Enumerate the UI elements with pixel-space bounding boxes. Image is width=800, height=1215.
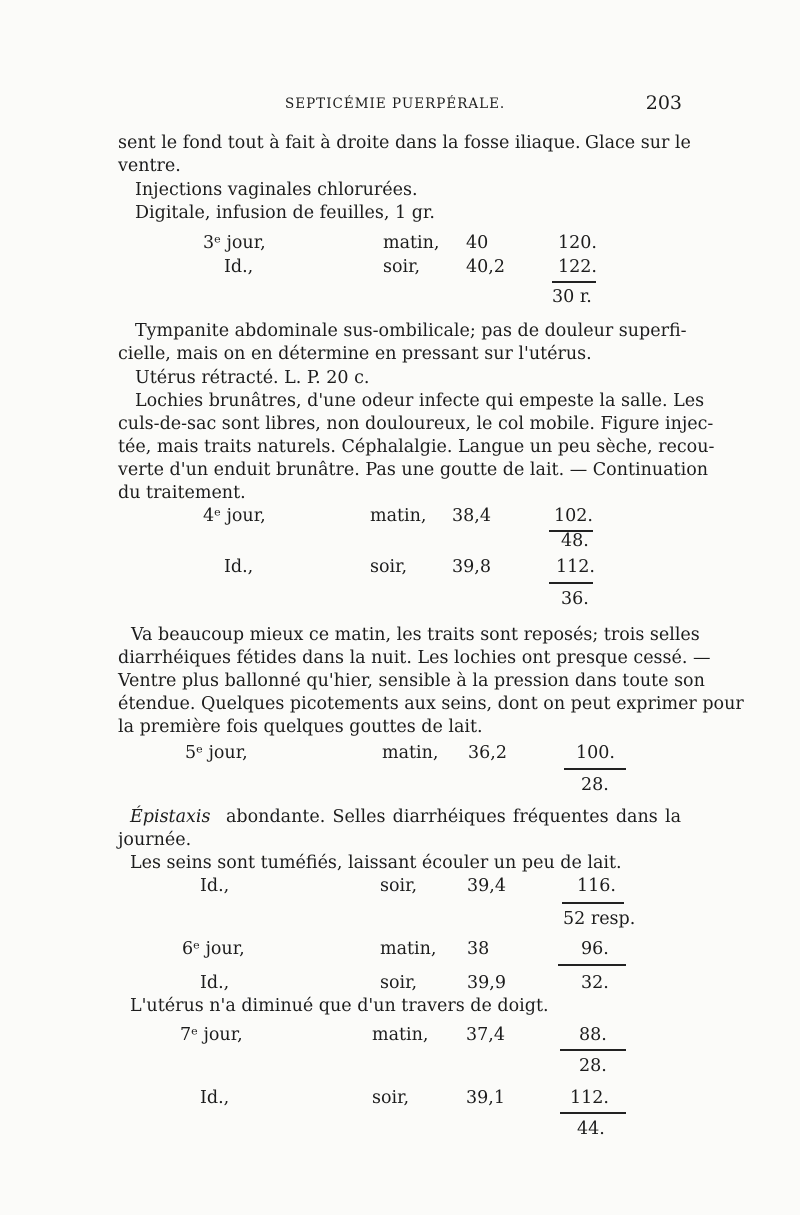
text-line: la première fois quelques gouttes de lait. bbox=[118, 717, 483, 737]
obs-temp: 39,9 bbox=[467, 973, 506, 993]
obs-day: 3ᵉ jour, bbox=[203, 233, 266, 253]
obs-day: 4ᵉ jour, bbox=[203, 506, 266, 526]
text-line: du traitement. bbox=[118, 483, 246, 503]
sum-rule bbox=[564, 768, 626, 770]
text-line: diarrhéiques fétides dans la nuit. Les lochies ont presque cessé. — bbox=[118, 648, 711, 668]
obs-pulse: 112. bbox=[556, 557, 595, 577]
obs-pulse: 88. bbox=[579, 1025, 607, 1045]
text-line: Va beaucoup mieux ce matin, les traits sont reposés; trois selles bbox=[131, 625, 700, 645]
text-line: Glace sur le bbox=[585, 133, 691, 153]
obs-temp: 39,1 bbox=[466, 1088, 505, 1108]
obs-day: Id., bbox=[200, 1088, 230, 1108]
sum-rule bbox=[560, 1112, 626, 1114]
obs-pulse: 112. bbox=[570, 1088, 609, 1108]
obs-temp: 40 bbox=[466, 233, 489, 253]
sum-rule bbox=[560, 1049, 626, 1051]
obs-day: Id., bbox=[224, 257, 254, 277]
text-line: Digitale, infusion de feuilles, 1 gr. bbox=[135, 203, 435, 223]
text-line: étendue. Quelques picotements aux seins, dont on peut exprimer pour bbox=[118, 694, 744, 714]
text-line: journée. bbox=[118, 830, 192, 850]
obs-resp: 28. bbox=[579, 1056, 607, 1076]
obs-day: 6ᵉ jour, bbox=[182, 939, 245, 959]
text-line: Tympanite abdominale sus-ombilicale; pas de douleur superfi- bbox=[135, 321, 687, 341]
text-line: Les seins sont tuméfiés, laissant écouler un peu de lait. bbox=[130, 853, 622, 873]
obs-resp: 48. bbox=[561, 531, 589, 551]
obs-time: matin, bbox=[383, 233, 440, 253]
obs-time: soir, bbox=[380, 876, 418, 896]
obs-pulse: 116. bbox=[577, 876, 616, 896]
obs-time: matin, bbox=[380, 939, 437, 959]
obs-time: matin, bbox=[370, 506, 427, 526]
emphasis-word: Épistaxis bbox=[130, 807, 211, 827]
text-line: ventre. bbox=[118, 156, 181, 176]
obs-time: soir, bbox=[372, 1088, 410, 1108]
obs-pulse: 102. bbox=[554, 506, 593, 526]
obs-pulse: 32. bbox=[581, 973, 609, 993]
text-line: verte d'un enduit brunâtre. Pas une goutte de lait. — Continuation bbox=[118, 460, 709, 480]
obs-day: Id., bbox=[224, 557, 254, 577]
obs-temp: 39,8 bbox=[452, 557, 491, 577]
obs-time: soir, bbox=[383, 257, 421, 277]
obs-pulse: 100. bbox=[576, 743, 615, 763]
obs-time: matin, bbox=[372, 1025, 429, 1045]
sum-rule bbox=[552, 281, 596, 283]
obs-temp: 38 bbox=[467, 939, 490, 959]
running-head: SEPTICÉMIE PUERPÉRALE. bbox=[285, 96, 506, 112]
obs-temp: 37,4 bbox=[466, 1025, 505, 1045]
obs-day: 5ᵉ jour, bbox=[185, 743, 248, 763]
obs-time: soir, bbox=[370, 557, 408, 577]
obs-pulse: 96. bbox=[581, 939, 609, 959]
sum-rule bbox=[549, 582, 593, 584]
obs-temp: 40,2 bbox=[466, 257, 505, 277]
obs-day: 7ᵉ jour, bbox=[180, 1025, 243, 1045]
text-line: Lochies brunâtres, d'une odeur infecte qui empeste la salle. Les bbox=[135, 391, 705, 411]
text-line: Utérus rétracté. L. P. 20 c. bbox=[135, 368, 370, 388]
obs-pulse: 122. bbox=[558, 257, 597, 277]
text-line: L'utérus n'a diminué que d'un travers de doigt. bbox=[130, 996, 549, 1016]
obs-pulse: 120. bbox=[558, 233, 597, 253]
text-line: sent le fond tout à fait à droite dans la fosse iliaque. bbox=[118, 133, 581, 153]
obs-time: matin, bbox=[382, 743, 439, 763]
text-line: Ventre plus ballonné qu'hier, sensible à la pression dans toute son bbox=[118, 671, 705, 691]
obs-time: soir, bbox=[380, 973, 418, 993]
text-line: Injections vaginales chlorurées. bbox=[135, 180, 418, 200]
sum-rule bbox=[558, 964, 626, 966]
obs-resp: 30 r. bbox=[552, 287, 592, 307]
obs-resp: 44. bbox=[577, 1119, 605, 1139]
page-number: 203 bbox=[645, 92, 682, 114]
obs-temp: 38,4 bbox=[452, 506, 491, 526]
obs-resp: 52 resp. bbox=[563, 909, 636, 929]
text-line: cielle, mais on en détermine en pressant sur l'utérus. bbox=[118, 344, 592, 364]
obs-day: Id., bbox=[200, 973, 230, 993]
obs-resp: 36. bbox=[561, 589, 589, 609]
text-line: tée, mais traits naturels. Céphalalgie. Langue un peu sèche, recou- bbox=[118, 437, 715, 457]
obs-temp: 36,2 bbox=[468, 743, 507, 763]
obs-day: Id., bbox=[200, 876, 230, 896]
text-line: abondante. Selles diarrhéiques fréquentes dans la bbox=[226, 807, 681, 827]
obs-temp: 39,4 bbox=[467, 876, 506, 896]
text-line: culs-de-sac sont libres, non douloureux, le col mobile. Figure injec- bbox=[118, 414, 714, 434]
obs-resp: 28. bbox=[581, 775, 609, 795]
sum-rule bbox=[562, 902, 624, 904]
